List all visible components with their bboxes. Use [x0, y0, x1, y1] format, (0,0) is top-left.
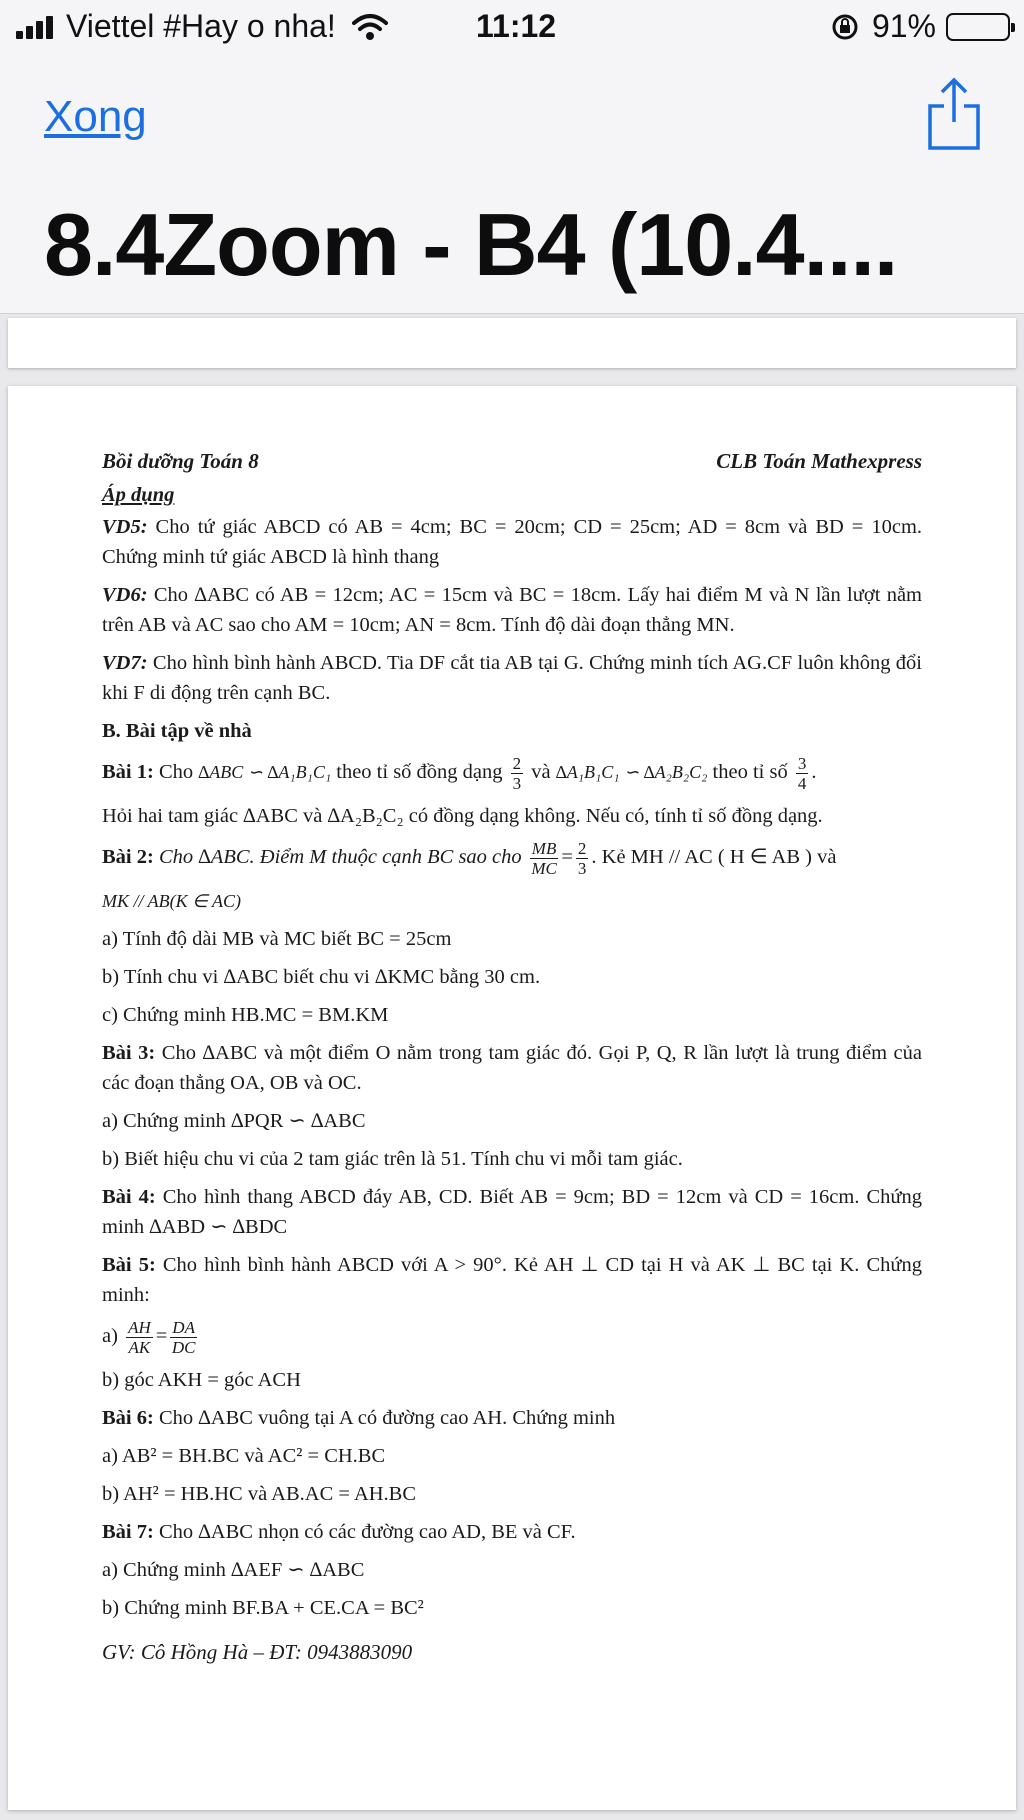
- bai2-line2: MK // AB(K ∈ AC): [102, 891, 242, 911]
- bai3-text: Cho ∆ABC và một điểm O nằm trong tam giác đó. Gọi P, Q, R lần lượt là trung điểm của các đoạn thẳng OA, OB và OC.: [102, 1042, 922, 1094]
- bai1-text-b: theo tỉ số đồng dạng: [336, 761, 503, 784]
- nav-header: [0, 54, 1024, 314]
- bai1-math-2: ∆A₁B₁C₁ ∽ ∆A₂B₂C₂: [555, 762, 708, 783]
- bai6: [102, 1403, 922, 1433]
- bai3: [102, 1038, 922, 1098]
- bai5-eq: =: [155, 1325, 168, 1348]
- bai2-text-a: Cho ∆ABC. Điểm M thuộc cạnh BC sao cho: [158, 846, 522, 869]
- bai7-label: Bài 7:: [102, 1521, 154, 1543]
- bai7-a: a) Chứng minh ∆AEF ∽ ∆ABC: [102, 1559, 365, 1581]
- status-right: [830, 8, 1010, 45]
- done-button[interactable]: Xong: [44, 92, 147, 141]
- clock: 11:12: [476, 8, 557, 44]
- vd7: [102, 648, 922, 708]
- bai2-a: a) Tính độ dài MB và MC biết BC = 25cm: [102, 928, 452, 950]
- previous-page-preview: [8, 318, 1016, 368]
- bai5-a-prefix: a): [102, 1325, 118, 1348]
- bai7: [102, 1517, 922, 1547]
- vd6-label: VD6:: [102, 584, 148, 606]
- bai5-label: Bài 5:: [102, 1254, 156, 1276]
- battery-icon: [946, 13, 1010, 41]
- bai4-text: Cho hình thang ABCD đáy AB, CD. Biết AB = 9cm; BD = 12cm và CD = 16cm. Chứng minh ∆ABD ∽ ∆BDC: [102, 1186, 922, 1238]
- status-left: [16, 8, 390, 45]
- bai6-label: Bài 6:: [102, 1407, 154, 1429]
- bai5: [102, 1250, 922, 1310]
- vd6-text: Cho ∆ABC có AB = 12cm; AC = 15cm và BC = 18cm. Lấy hai điểm M và N lần lượt nằm trên AB và AC sao cho AM = 10cm; AN = 8cm. Tính độ dài đoạn thẳng MN.: [102, 584, 922, 636]
- bai3-a: a) Chứng minh ∆PQR ∽ ∆ABC: [102, 1110, 366, 1132]
- vd7-text: Cho hình bình hành ABCD. Tia DF cắt tia AB tại G. Chứng minh tích AG.CF luôn không đổi khi F di động trên cạnh BC.: [102, 652, 923, 704]
- bai1-math-1: ∆ABC ∽ ∆A₁B₁C₁: [198, 762, 332, 783]
- bai2-fraction-2: $\frac{2}{3}$: [577, 839, 587, 878]
- bai1-label: Bài 1:: [102, 761, 154, 784]
- section-b-heading: B. Bài tập về nhà: [102, 720, 252, 742]
- bai6-a: a) AB² = BH.BC và AC² = CH.BC: [102, 1445, 386, 1467]
- bai3-b: b) Biết hiệu chu vi của 2 tam giác trên là 51. Tính chu vi mỗi tam giác.: [102, 1148, 683, 1170]
- header-left: Bồi dưỡng Toán 8: [102, 449, 259, 473]
- carrier-label: Viettel #Hay o nha!: [66, 8, 336, 44]
- bai2-b: b) Tính chu vi ∆ABC biết chu vi ∆KMC bằng 30 cm.: [102, 966, 541, 988]
- bai7-b: b) Chứng minh BF.BA + CE.CA = BC²: [102, 1597, 424, 1619]
- bai1-fraction-1: $\frac{2}{3}$: [512, 754, 522, 793]
- bai2-eq: =: [561, 846, 573, 869]
- bai1-text-d: theo tỉ số: [712, 761, 788, 784]
- rotation-lock-icon: [830, 12, 860, 42]
- bai4-label: Bài 4:: [102, 1186, 156, 1208]
- bai1: Bài 1: Cho ∆ABC ∽ ∆A₁B₁C₁ theo tỉ số đồng dạng $\frac{2}{3}$ và ∆A₁B₁C₁ ∽ ∆A₂B₂C₂ theo tỉ số $\frac{3}{4}$ .: [102, 754, 817, 793]
- bai5-fraction-2: $\frac{DA}{DC}$: [171, 1318, 196, 1357]
- bai5-a: [102, 1318, 922, 1357]
- bai2: [102, 839, 922, 878]
- bai6-b: b) AH² = HB.HC và AB.AC = AH.BC: [102, 1483, 417, 1505]
- section-apdung: Áp dụng: [102, 484, 175, 506]
- vd5: [102, 512, 922, 572]
- bai1-text-c: và: [531, 761, 551, 784]
- bai2-fraction-1: $\frac{MB}{MC}$: [531, 839, 557, 878]
- bai2-label: Bài 2:: [102, 846, 154, 869]
- bai1-line2: Hỏi hai tam giác ∆ABC và ∆A₂B₂C₂ có đồng dạng không. Nếu có, tính tỉ số đồng dạng.: [102, 805, 823, 827]
- status-bar: [0, 0, 1024, 54]
- signal-icon: [16, 15, 56, 39]
- bai6-text: Cho ∆ABC vuông tại A có đường cao AH. Chứng minh: [158, 1407, 616, 1429]
- page-title: 8.4Zoom - B4 (10.4....: [44, 195, 898, 294]
- signature: GV: Cô Hồng Hà – ĐT: 0943883090: [102, 1640, 413, 1664]
- bai2-text-b: . Kẻ MH // AC ( H ∈ AB ) và: [591, 846, 837, 869]
- document-page: [8, 386, 1016, 1810]
- vd5-label: VD5:: [102, 516, 148, 538]
- bai5-fraction-1: $\frac{AH}{AK}$: [128, 1318, 151, 1357]
- bai3-label: Bài 3:: [102, 1042, 156, 1064]
- share-icon[interactable]: [926, 76, 982, 152]
- bai1-fraction-2: $\frac{3}{4}$: [797, 754, 807, 793]
- header-right: CLB Toán Mathexpress: [716, 449, 922, 473]
- vd5-text: Cho tứ giác ABCD có AB = 4cm; BC = 20cm; CD = 25cm; AD = 8cm và BD = 10cm. Chứng minh tứ giác ABCD là hình thang: [102, 516, 923, 568]
- battery-percent: 91%: [871, 8, 936, 44]
- bai5-b: b) góc AKH = góc ACH: [102, 1369, 301, 1391]
- bai1-text-a: Cho: [158, 761, 194, 784]
- document-header: [102, 446, 922, 476]
- wifi-icon: [350, 12, 390, 42]
- vd6: [102, 580, 922, 640]
- bai2-c: c) Chứng minh HB.MC = BM.KM: [102, 1004, 389, 1026]
- bai4: [102, 1182, 922, 1242]
- bai5-text: Cho hình bình hành ABCD với A > 90°. Kẻ AH ⊥ CD tại H và AK ⊥ BC tại K. Chứng minh:: [102, 1254, 923, 1306]
- bai7-text: Cho ∆ABC nhọn có các đường cao AD, BE và CF.: [158, 1521, 576, 1543]
- vd7-label: VD7:: [102, 652, 148, 674]
